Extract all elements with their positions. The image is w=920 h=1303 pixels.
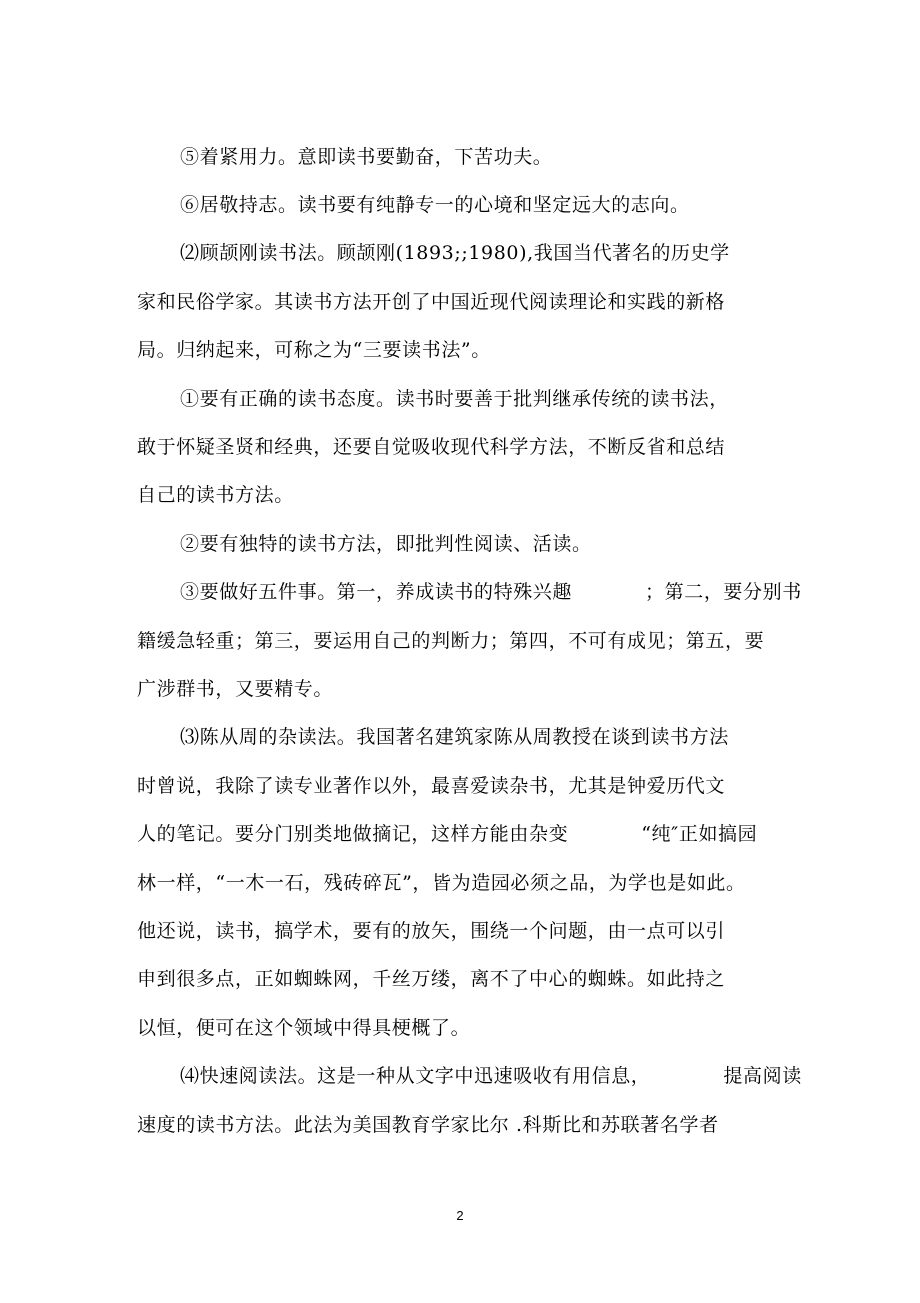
text-line-9: ②要有独特的读书方法，即批判性阅读、活读。: [180, 533, 592, 555]
text-line-20: ⑷快速阅读法。这是一种从文字中迅速吸收有用信息， 提高阅读: [180, 1065, 802, 1087]
text-line-13: ⑶陈从周的杂读法。我国著名建筑家陈从周教授在谈到读书方法: [180, 726, 729, 748]
text-line-7: 敢于怀疑圣贤和经典，还要自觉吸收现代科学方法，不断反省和总结: [137, 436, 726, 458]
text-line-18: 申到很多点，正如蜘蛛网，千丝万缕，离不了中心的蜘蛛。如此持之: [137, 968, 726, 990]
text-line-19: 以恒，便可在这个领域中得具梗概了。: [137, 1017, 471, 1039]
text-line-10: ③要做好五件事。第一，养成读书的特殊兴趣 ；第二，要分别书: [180, 581, 802, 603]
text-line-6: ①要有正确的读书态度。读书时要善于批判继承传统的读书法，: [180, 388, 729, 410]
text-line-12: 广涉群书，又要精专。: [137, 678, 334, 700]
text-line-21: 速度的读书方法。此法为美国教育学家比尔 .科斯比和苏联著名学者: [137, 1114, 719, 1136]
text-line-8: 自己的读书方法。: [137, 484, 294, 506]
text-line-15: 人的笔记。要分门别类地做摘记，这样方能由杂变 “纯″正如搞园: [137, 823, 758, 845]
text-line-5: 局。归纳起来，可称之为“三要读书法”。: [137, 339, 491, 361]
text-line-16: 林一样，“一木一石，残砖碎瓦”，皆为造园必须之品，为学也是如此。: [137, 872, 746, 894]
text-line-14: 时曾说，我除了读专业著作以外，最喜爱读杂书，尤其是钟爱历代文: [137, 775, 726, 797]
text-line-4: 家和民俗学家。其读书方法开创了中国近现代阅读理论和实践的新格: [137, 291, 726, 313]
text-line-17: 他还说，读书，搞学术，要有的放矢，围绕一个问题，由一点可以引: [137, 920, 726, 942]
text-line-3: ⑵顾颉刚读书法。顾颉刚(1893;;1980),我国当代著名的历史学: [180, 242, 730, 264]
text-line-11: 籍缓急轻重；第三，要运用自己的判断力；第四，不可有成见；第五，要: [137, 630, 765, 652]
page-number: 2: [456, 1208, 464, 1223]
text-line-2: ⑥居敬持志。读书要有纯静专一的心境和坚定远大的志向。: [180, 194, 690, 216]
text-line-1: ⑤着紧用力。意即读书要勤奋，下苦功夫。: [180, 146, 553, 168]
